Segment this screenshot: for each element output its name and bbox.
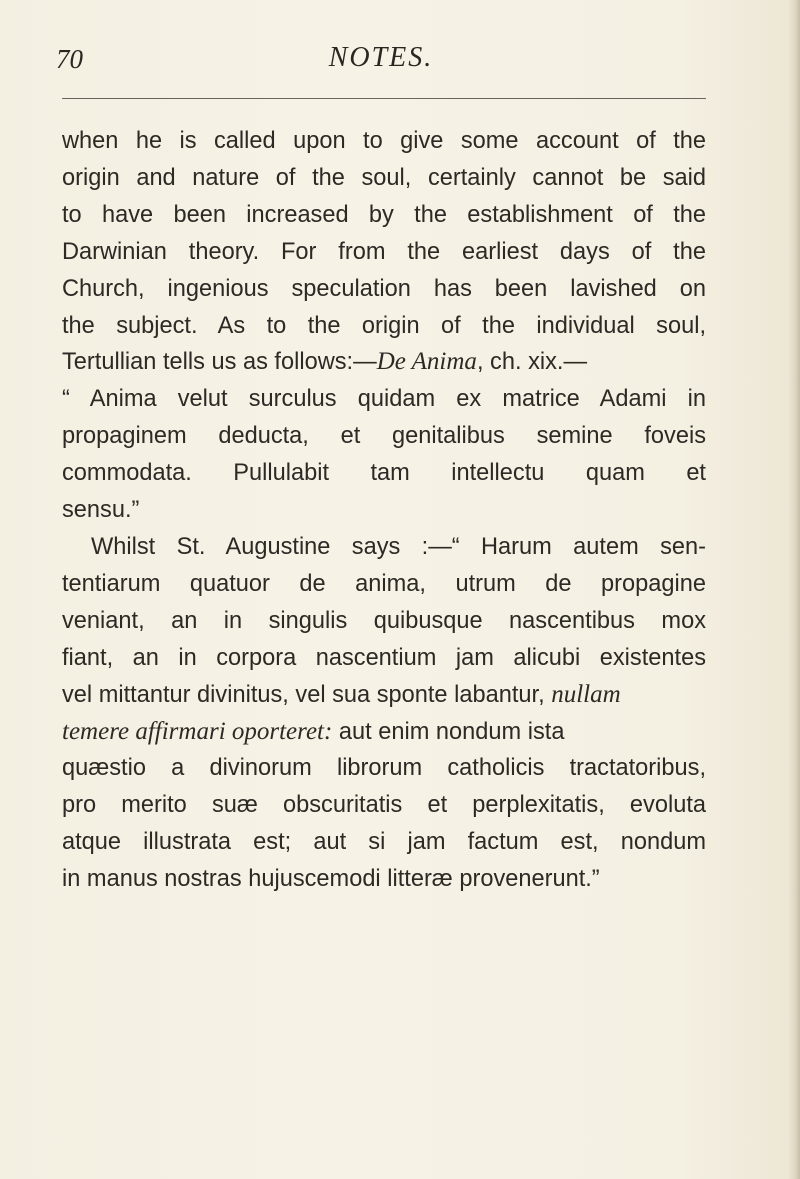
text-line: pro merito suæ obscuritatis et perplexitatis, evoluta [62,792,706,819]
italic-phrase: temere affirmari oporteret: [62,717,333,745]
text-line [62,344,706,381]
text-line: when he is called upon to give some account of the [62,128,706,154]
page-number: 70 [56,44,83,74]
page-header [56,38,706,78]
text-segment: aut enim nondum ista [332,718,565,745]
running-head: NOTES. [328,42,434,73]
text-segment: vel mittantur divinitus, vel sua sponte labantur, [62,681,552,708]
text-line: Darwinian theory. For from the earliest days of the [62,238,706,265]
text-segment: Tertullian tells us as follows:— [62,349,377,376]
text-line [62,714,706,751]
text-line: origin and nature of the soul, certainly cannot be said [62,164,706,191]
italic-title: De Anima [376,348,477,376]
text-line: the subject. As to the origin of the individual soul, [62,312,706,339]
text-line: propaginem deducta, et genitalibus semine foveis [62,423,706,450]
text-line: sensu.” [62,497,140,524]
text-line: veniant, an in singulis quibusque nascentibus mox [62,607,706,634]
body-text [62,123,706,898]
text-line: “ Anima velut surculus quidam ex matrice Adami in [62,386,706,413]
text-line: Church, ingenious speculation has been lavished on [62,275,706,302]
header-rule [62,98,706,99]
text-line: Whilst St. Augustine says :—“ Harum autem sen- [91,533,706,560]
text-line: in manus nostras hujuscemodi litteræ provenerunt.” [62,866,600,893]
text-line: tentiarum quatuor de anima, utrum de propagine [62,570,706,597]
text-line: quæstio a divinorum librorum catholicis tractatoribus, [62,755,706,782]
page-edge-shadow [788,0,800,1179]
text-line [62,677,706,714]
italic-phrase: nullam [551,680,621,708]
text-line: fiant, an in corpora nascentium jam alicubi existentes [62,644,706,671]
text-line: commodata. Pullulabit tam intellectu quam et [62,460,706,487]
text-line: atque illustrata est; aut si jam factum est, nondum [62,829,706,856]
text-line: to have been increased by the establishment of the [62,201,706,228]
text-segment: , ch. xix.— [476,349,588,376]
